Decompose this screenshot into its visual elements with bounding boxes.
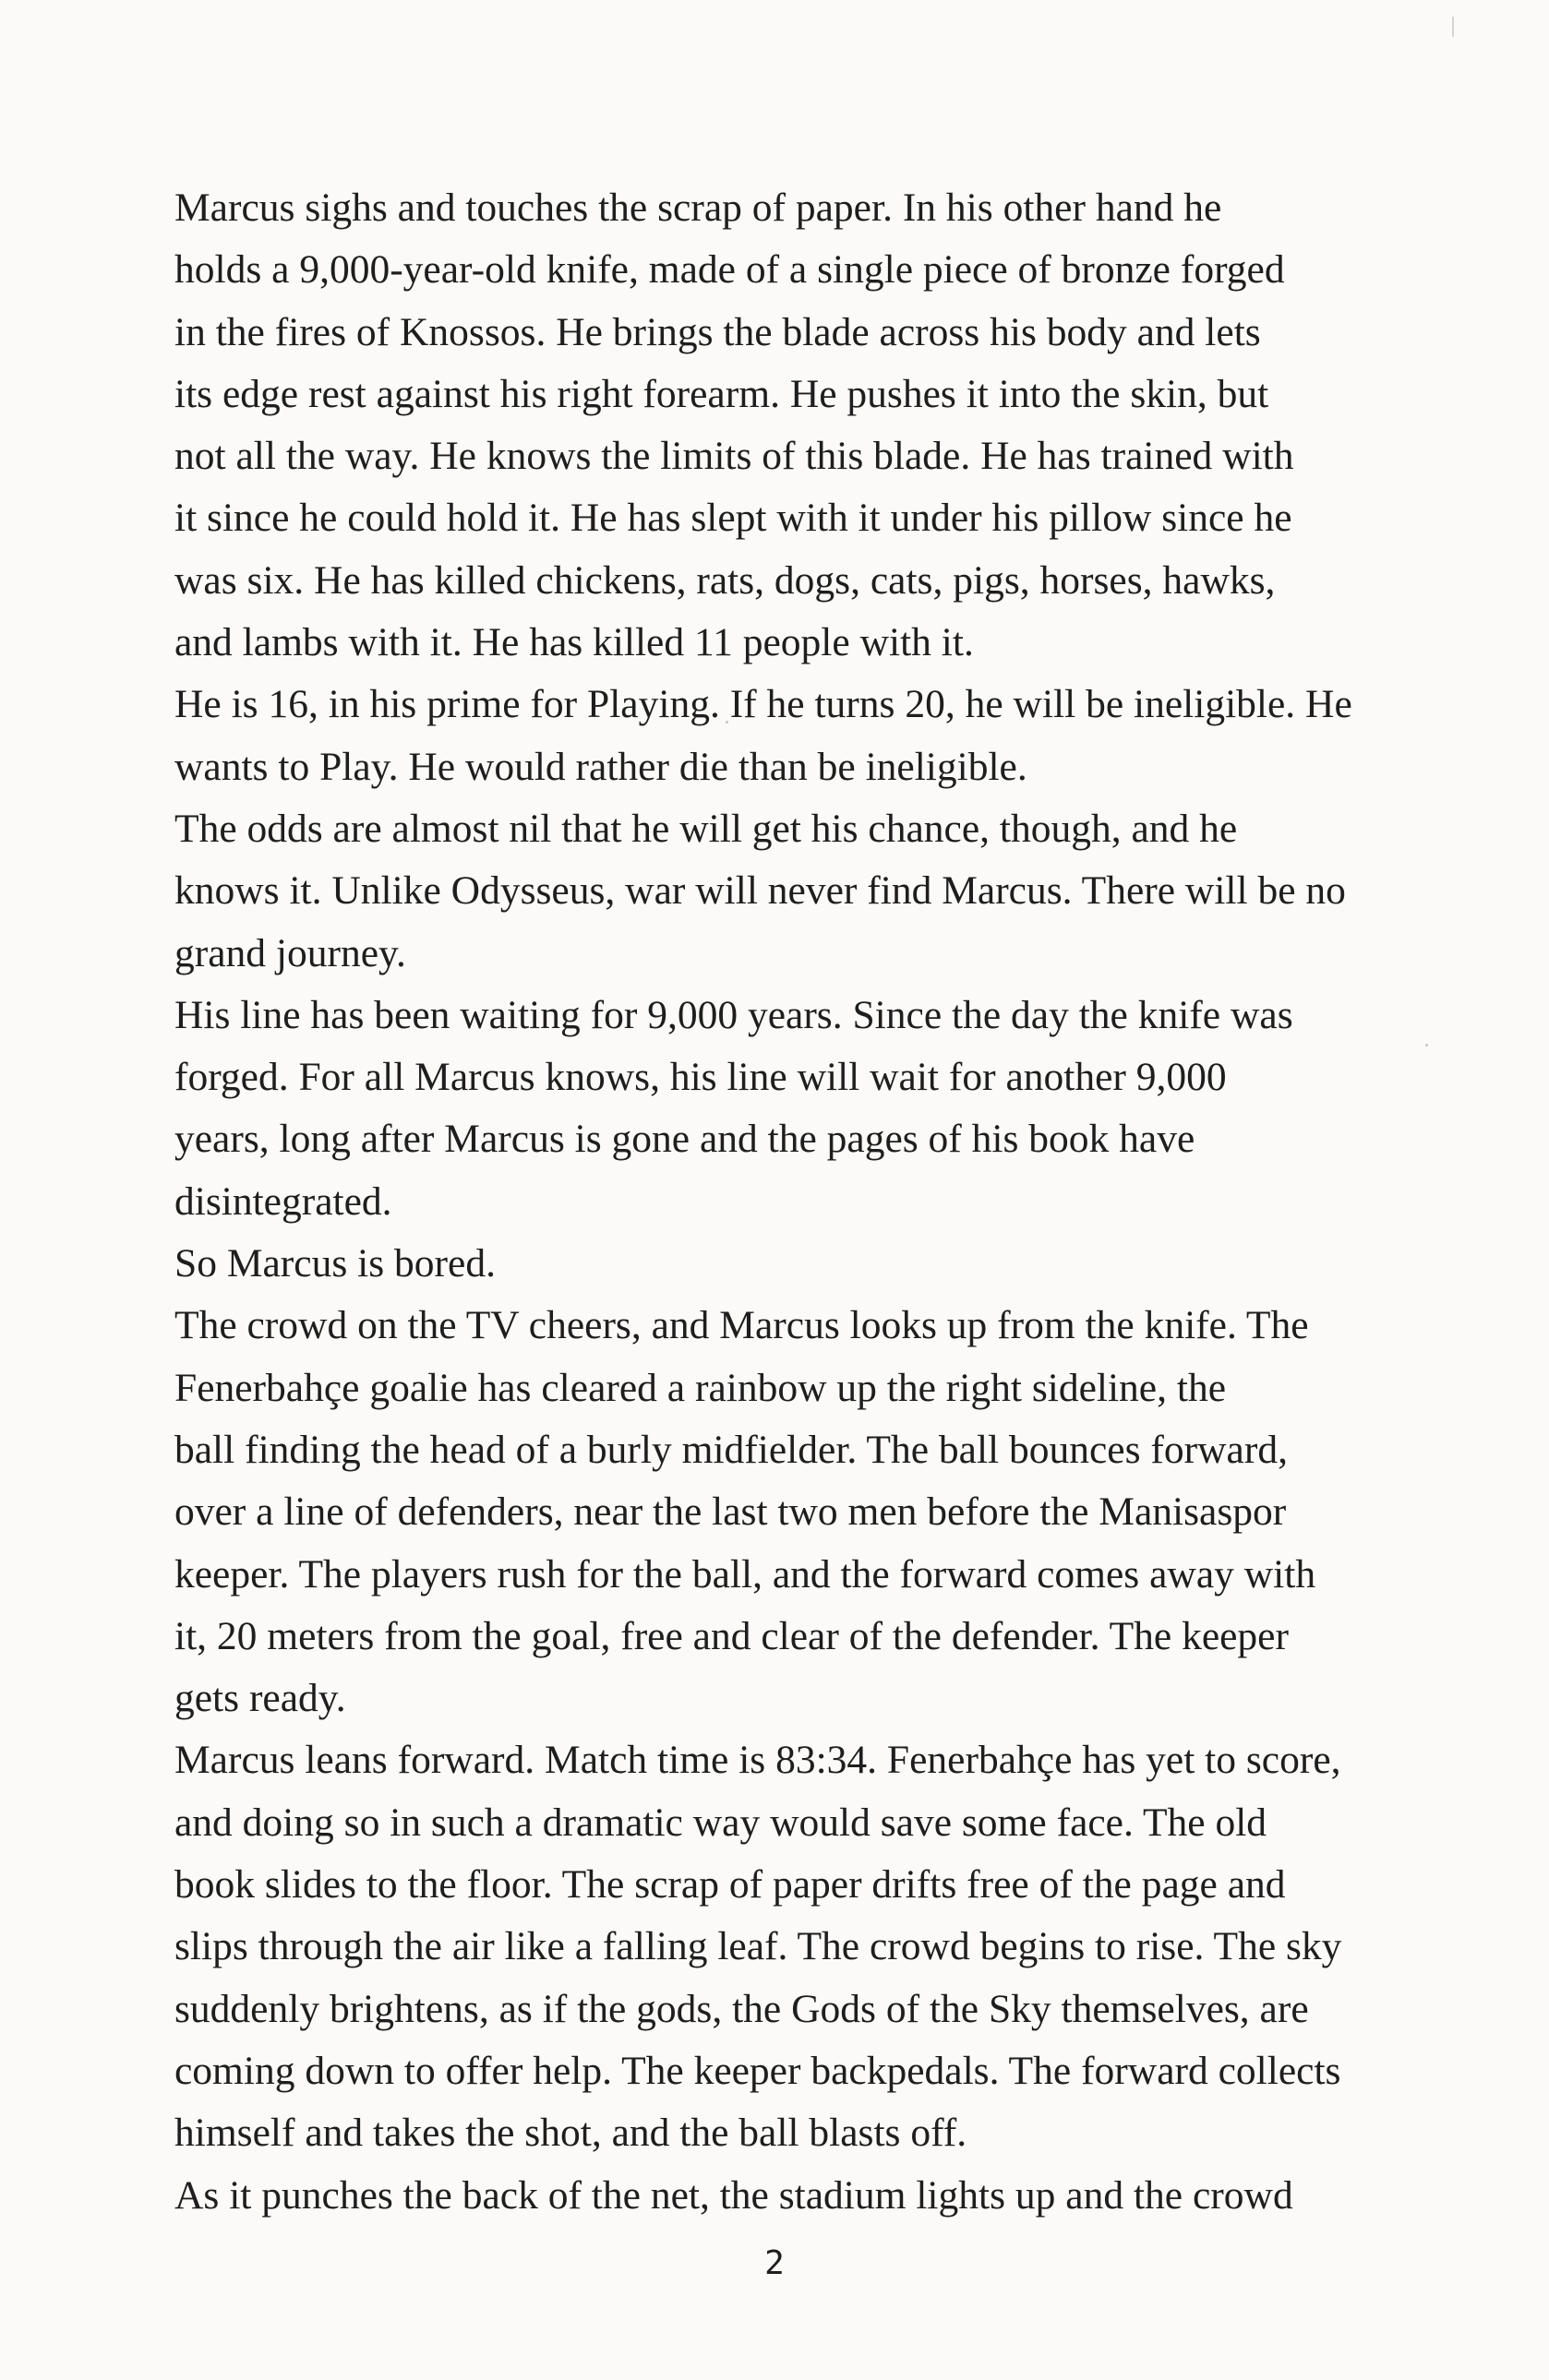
text-line: it, 20 meters from the goal, free and clear of the defender. The keeper: [174, 1613, 1289, 1658]
text-line: grand journey.: [174, 930, 406, 975]
text-line: The crowd on the TV cheers, and Marcus looks up from the knife. The: [174, 1303, 1309, 1348]
text-line: himself and takes the shot, and the ball blasts off.: [174, 2111, 967, 2156]
text-line: its edge rest against his right forearm. He pushes it into the skin, but: [174, 371, 1269, 416]
text-line: and doing so in such a dramatic way would save some face. The old: [174, 1800, 1267, 1845]
text-line: ball finding the head of a burly midfielder. The ball bounces forward,: [174, 1427, 1288, 1472]
text-line: holds a 9,000-year-old knife, made of a single piece of bronze forged: [174, 247, 1285, 293]
text-line: was six. He has killed chickens, rats, dogs, cats, pigs, horses, hawks,: [174, 557, 1276, 603]
text-line: Fenerbahçe goalie has cleared a rainbow up the right sideline, the: [174, 1365, 1227, 1410]
text-line: The odds are almost nil that he will get his chance, though, and he: [174, 806, 1238, 851]
text-line: wants to Play. He would rather die than be ineligible.: [174, 744, 1027, 789]
text-line: it since he could hold it. He has slept with it under his pillow since he: [174, 496, 1292, 541]
text-line: years, long after Marcus is gone and the pages of his book have: [174, 1117, 1195, 1162]
page-number: 2: [764, 2244, 785, 2282]
text-line: So Marcus is bored.: [174, 1241, 496, 1286]
text-line: disintegrated.: [174, 1178, 392, 1224]
text-line: forged. For all Marcus knows, his line will wait for another 9,000: [174, 1055, 1227, 1100]
text-line: knows it. Unlike Odysseus, war will never find Marcus. There will be no: [174, 868, 1346, 914]
text-line: His line has been waiting for 9,000 years. Since the day the knife was: [174, 992, 1293, 1037]
paper-speck: [1425, 1044, 1428, 1046]
text-line: suddenly brightens, as if the gods, the Gods of the Sky themselves, are: [174, 1986, 1309, 2031]
text-line: He is 16, in his prime for Playing. If he turns 20, he will be ineligible. He: [174, 682, 1352, 727]
text-line: slips through the air like a falling leaf. The crowd begins to rise. The sky: [174, 1924, 1342, 1969]
body-text: [174, 177, 1411, 2227]
text-line: Marcus leans forward. Match time is 83:34. Fenerbahçe has yet to score,: [174, 1738, 1341, 1783]
text-line: As it punches the back of the net, the stadium lights up and the crowd: [174, 2172, 1293, 2218]
text-line: coming down to offer help. The keeper backpedals. The forward collects: [174, 2048, 1341, 2093]
text-line: in the fires of Knossos. He brings the blade across his body and lets: [174, 309, 1261, 354]
text-line: over a line of defenders, near the last two men before the Manisaspor: [174, 1489, 1287, 1535]
text-line: not all the way. He knows the limits of this blade. He has trained with: [174, 434, 1294, 479]
scan-mark: [1452, 17, 1454, 37]
text-line: book slides to the floor. The scrap of paper drifts free of the page and: [174, 1862, 1286, 1908]
text-line: Marcus sighs and touches the scrap of paper. In his other hand he: [174, 185, 1222, 230]
text-line: keeper. The players rush for the ball, and the forward comes away with: [174, 1551, 1316, 1597]
text-line: gets ready.: [174, 1676, 346, 1721]
text-line: and lambs with it. He has killed 11 people with it.: [174, 620, 974, 665]
